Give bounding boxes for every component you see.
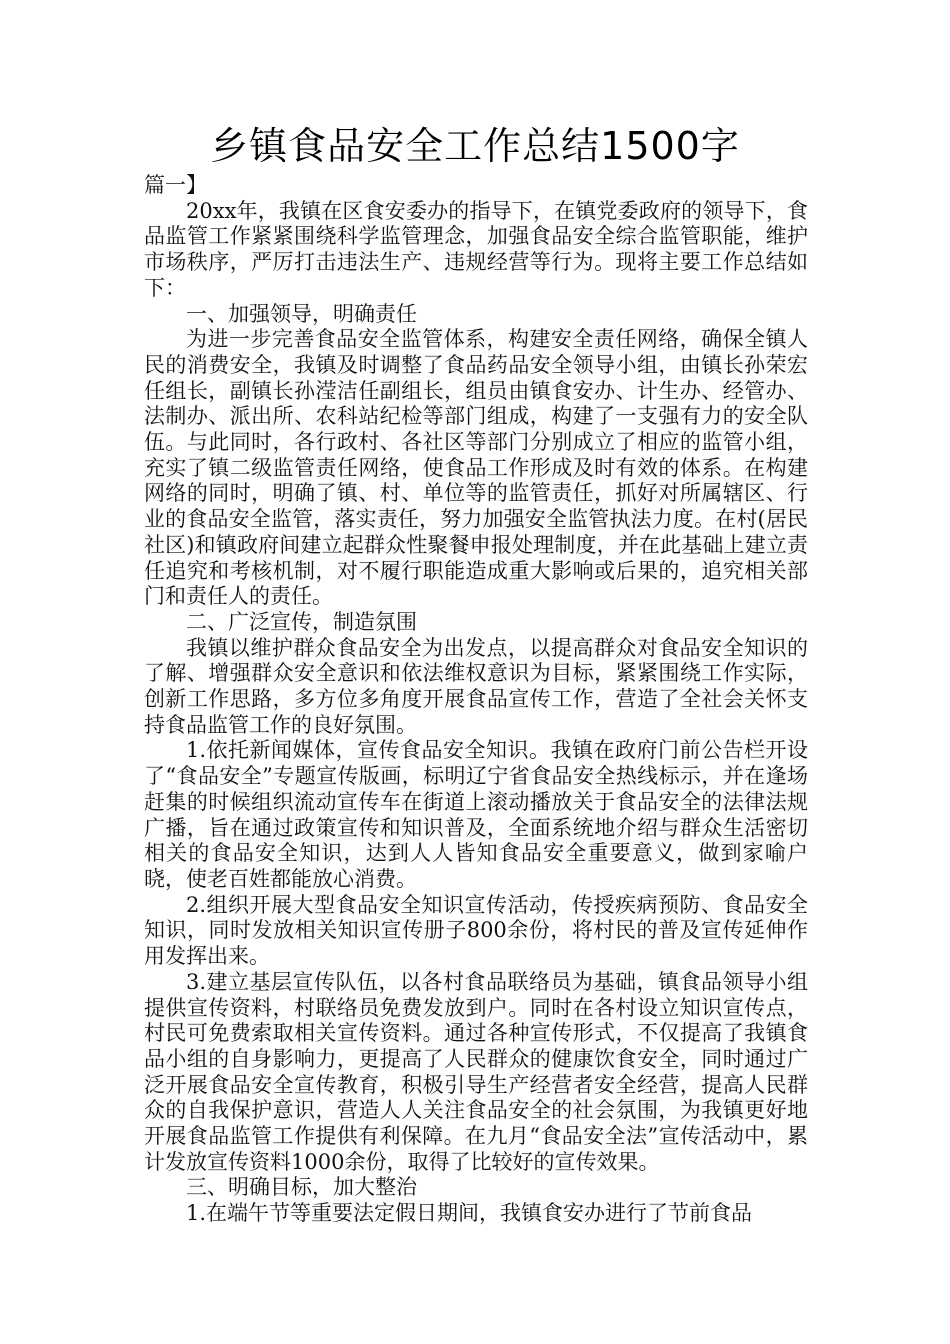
body-paragraph: 为进一步完善食品安全监管体系，构建安全责任网络，确保全镇人民的消费安全，我镇及时调整了食品药品安全领导小组，由镇长孙荣宏任组长，副镇长孙滢洁任副组长，组员由镇食安办、计生办、经管办、法制办、派出所、农科站纪检等部门组成，构建了一支强有力的安全队伍。与此同时，各行政村、各社区等部门分别成立了相应的监管小组，充实了镇二级监管责任网络，使食品工作形成及时有效的体系。在构建网络的同时，明确了镇、村、单位等的监管责任，抓好对所属辖区、行业的食品安全监管，落实责任，努力加强安全监管执法力度。在村(居民社区)和镇政府间建立起群众性聚餐申报处理制度，并在此基础上建立责任追究和考核机制，对不履行职能造成重大影响或后果的，追究相关部门和责任人的责任。 [144, 327, 808, 609]
document-title: 乡镇食品安全工作总结1500字 [210, 124, 740, 168]
body-paragraph: 3.建立基层宣传队伍，以各村食品联络员为基础，镇食品领导小组提供宣传资料，村联络员免费发放到户。同时在各村设立知识宣传点，村民可免费索取相关宣传资料。通过各种宣传形式，不仅提高了我镇食品小组的自身影响力，更提高了人民群众的健康饮食安全，同时通过广泛开展食品安全宣传教育，积极引导生产经营者安全经营，提高人民群众的自我保护意识，营造人人关注食品安全的社会氛围，为我镇更好地开展食品监管工作提供有利保障。在九月“食品安全法”宣传活动中，累计发放宣传资料1000余份，取得了比较好的宣传效果。 [144, 969, 808, 1174]
section-heading-1: 一、加强领导，明确责任 [186, 301, 417, 326]
section-heading-2: 二、广泛宣传，制造氛围 [186, 609, 417, 634]
body-paragraph: 我镇以维护群众食品安全为出发点，以提高群众对食品安全知识的了解、增强群众安全意识和依法维权意识为目标，紧紧围绕工作实际，创新工作思路，多方位多角度开展食品宣传工作，营造了全社会关怀支持食品监管工作的良好氛围。 [144, 635, 808, 737]
body-paragraph: 2.组织开展大型食品安全知识宣传活动，传授疾病预防、食品安全知识，同时发放相关知识宣传册子800余份，将村民的普及宣传延伸作用发挥出来。 [144, 892, 808, 969]
section-label: 篇一】 [144, 173, 207, 197]
body-paragraph: 1.依托新闻媒体，宣传食品安全知识。我镇在政府门前公告栏开设了“食品安全”专题宣传版画，标明辽宁省食品安全热线标示，并在逢场赶集的时候组织流动宣传车在街道上滚动播放关于食品安全的法律法规广播，旨在通过政策宣传和知识普及，全面系统地介绍与群众生活密切相关的食品安全知识，达到人人皆知食品安全重要意义，做到家喻户晓，使老百姓都能放心消费。 [144, 738, 808, 891]
section-heading-3: 三、明确目标，加大整治 [186, 1175, 417, 1200]
body-paragraph: 1.在端午节等重要法定假日期间，我镇食安办进行了节前食品 [186, 1201, 753, 1226]
intro-paragraph: 20xx年，我镇在区食安委办的指导下，在镇党委政府的领导下，食品监管工作紧紧围绕科学监管理念，加强食品安全综合监管职能，维护市场秩序，严厉打击违法生产、违规经营等行为。现将主要工作总结如下： [144, 198, 808, 300]
document-body [144, 173, 808, 1227]
